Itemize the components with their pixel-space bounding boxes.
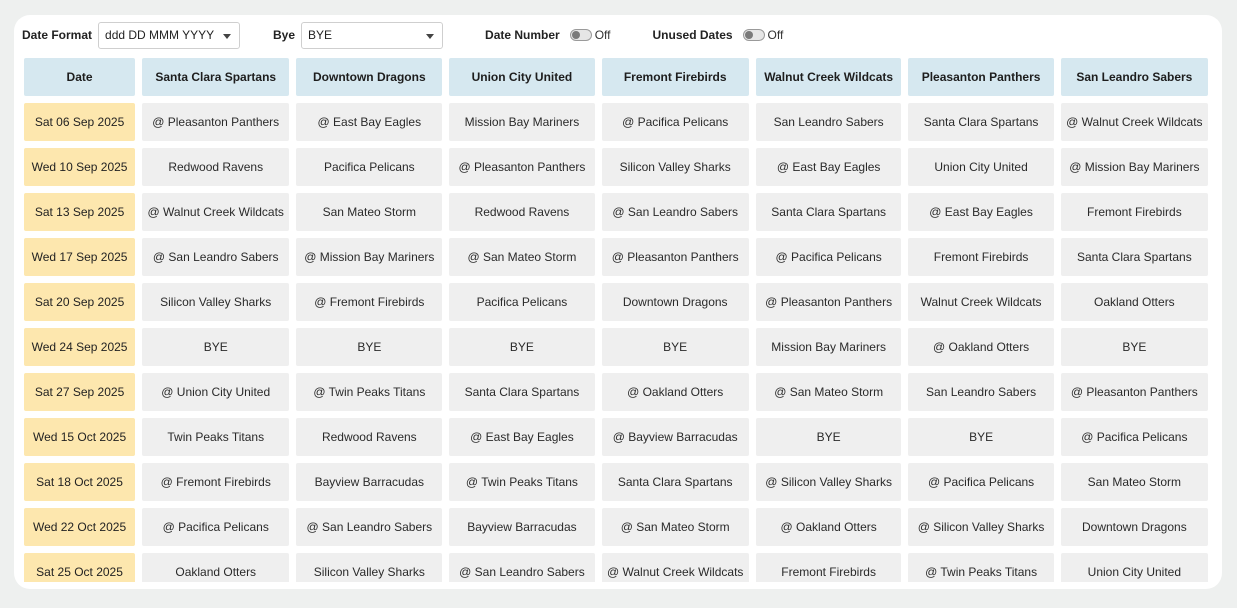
game-cell[interactable]: @ Walnut Creek Wildcats (602, 553, 749, 582)
game-cell[interactable]: BYE (908, 418, 1053, 456)
game-cell[interactable]: Pacifica Pelicans (449, 283, 594, 321)
game-cell[interactable]: @ Pacifica Pelicans (908, 463, 1053, 501)
game-cell[interactable]: @ East Bay Eagles (908, 193, 1053, 231)
game-cell[interactable]: Santa Clara Spartans (908, 103, 1053, 141)
game-cell[interactable]: San Mateo Storm (296, 193, 442, 231)
game-cell[interactable]: @ Twin Peaks Titans (908, 553, 1053, 582)
date-number-toggle-group (570, 28, 611, 42)
game-cell[interactable]: @ San Mateo Storm (756, 373, 902, 411)
header-row (24, 58, 1208, 96)
date-cell[interactable]: Sat 18 Oct 2025 (24, 463, 135, 501)
game-cell[interactable]: Santa Clara Spartans (602, 463, 749, 501)
table-row (24, 328, 1208, 366)
game-cell[interactable]: Union City United (908, 148, 1053, 186)
table-row (24, 103, 1208, 141)
date-cell[interactable]: Sat 27 Sep 2025 (24, 373, 135, 411)
game-cell[interactable]: Santa Clara Spartans (449, 373, 594, 411)
game-cell[interactable]: @ San Leandro Sabers (449, 553, 594, 582)
game-cell[interactable]: @ San Leandro Sabers (602, 193, 749, 231)
game-cell[interactable]: Redwood Ravens (142, 148, 289, 186)
unused-dates-state: Off (767, 28, 784, 42)
date-cell[interactable]: Sat 20 Sep 2025 (24, 283, 135, 321)
date-cell[interactable]: Sat 13 Sep 2025 (24, 193, 135, 231)
table-row (24, 193, 1208, 231)
game-cell[interactable]: Downtown Dragons (602, 283, 749, 321)
game-cell[interactable]: BYE (602, 328, 749, 366)
table-row (24, 283, 1208, 321)
toggle-knob (745, 31, 753, 39)
game-cell[interactable]: Redwood Ravens (449, 193, 594, 231)
date-cell[interactable]: Sat 25 Oct 2025 (24, 553, 135, 582)
game-cell[interactable]: @ Union City United (142, 373, 289, 411)
game-cell[interactable]: @ Mission Bay Mariners (1061, 148, 1208, 186)
game-cell[interactable]: @ Twin Peaks Titans (449, 463, 594, 501)
game-cell[interactable]: BYE (1061, 328, 1208, 366)
bye-value: BYE (308, 28, 333, 42)
schedule-card (14, 15, 1222, 589)
game-cell[interactable]: Silicon Valley Sharks (602, 148, 749, 186)
game-cell[interactable]: San Leandro Sabers (756, 103, 902, 141)
game-cell[interactable]: Oakland Otters (1061, 283, 1208, 321)
game-cell[interactable]: @ Twin Peaks Titans (296, 373, 442, 411)
game-cell[interactable]: @ Pacifica Pelicans (602, 103, 749, 141)
date-number-label: Date Number (485, 28, 560, 42)
game-cell[interactable]: @ East Bay Eagles (296, 103, 442, 141)
date-cell[interactable]: Sat 06 Sep 2025 (24, 103, 135, 141)
game-cell[interactable]: Twin Peaks Titans (142, 418, 289, 456)
schedule-grid-viewport[interactable] (24, 58, 1215, 582)
game-cell[interactable]: @ Pacifica Pelicans (756, 238, 902, 276)
game-cell[interactable]: @ Pleasanton Panthers (142, 103, 289, 141)
table-row (24, 373, 1208, 411)
game-cell[interactable]: Bayview Barracudas (296, 463, 442, 501)
game-cell[interactable]: @ Fremont Firebirds (142, 463, 289, 501)
game-cell[interactable]: @ Pleasanton Panthers (449, 148, 594, 186)
column-header-team[interactable]: Union City United (449, 58, 594, 96)
game-cell[interactable]: @ San Leandro Sabers (296, 508, 442, 546)
schedule-grid (24, 58, 1215, 582)
game-cell[interactable]: Union City United (1061, 553, 1208, 582)
game-cell[interactable]: Redwood Ravens (296, 418, 442, 456)
unused-dates-toggle[interactable] (743, 29, 765, 41)
date-number-state: Off (594, 28, 611, 42)
game-cell[interactable]: San Mateo Storm (1061, 463, 1208, 501)
game-cell[interactable]: @ Oakland Otters (908, 328, 1053, 366)
game-cell[interactable]: @ Pacifica Pelicans (142, 508, 289, 546)
game-cell[interactable]: @ Oakland Otters (756, 508, 902, 546)
game-cell[interactable]: @ East Bay Eagles (449, 418, 594, 456)
unused-dates-label: Unused Dates (652, 28, 733, 42)
table-row (24, 148, 1208, 186)
game-cell[interactable]: San Leandro Sabers (908, 373, 1053, 411)
column-header-team[interactable]: San Leandro Sabers (1061, 58, 1208, 96)
game-cell[interactable]: Pacifica Pelicans (296, 148, 442, 186)
game-cell[interactable]: BYE (142, 328, 289, 366)
game-cell[interactable]: @ San Mateo Storm (449, 238, 594, 276)
game-cell[interactable]: @ San Leandro Sabers (142, 238, 289, 276)
game-cell[interactable]: @ East Bay Eagles (756, 148, 902, 186)
column-header-team[interactable]: Santa Clara Spartans (142, 58, 289, 96)
game-cell[interactable]: Walnut Creek Wildcats (908, 283, 1053, 321)
date-cell[interactable]: Wed 22 Oct 2025 (24, 508, 135, 546)
date-number-toggle[interactable] (570, 29, 592, 41)
chevron-down-icon (223, 34, 231, 39)
column-header-team[interactable]: Walnut Creek Wildcats (756, 58, 902, 96)
table-row (24, 508, 1208, 546)
game-cell[interactable]: Silicon Valley Sharks (296, 553, 442, 582)
game-cell[interactable]: Santa Clara Spartans (1061, 238, 1208, 276)
column-header-date[interactable]: Date (24, 58, 135, 96)
game-cell[interactable]: @ Walnut Creek Wildcats (142, 193, 289, 231)
game-cell[interactable]: Fremont Firebirds (908, 238, 1053, 276)
column-header-team[interactable]: Downtown Dragons (296, 58, 442, 96)
game-cell[interactable]: @ Walnut Creek Wildcats (1061, 103, 1208, 141)
date-cell[interactable]: Wed 15 Oct 2025 (24, 418, 135, 456)
unused-dates-toggle-group (743, 28, 784, 42)
date-cell[interactable]: Wed 17 Sep 2025 (24, 238, 135, 276)
game-cell[interactable]: @ Silicon Valley Sharks (756, 463, 902, 501)
date-cell[interactable]: Wed 24 Sep 2025 (24, 328, 135, 366)
bye-label: Bye (273, 28, 296, 42)
game-cell[interactable]: @ Pleasanton Panthers (602, 238, 749, 276)
game-cell[interactable]: Silicon Valley Sharks (142, 283, 289, 321)
game-cell[interactable]: @ Bayview Barracudas (602, 418, 749, 456)
game-cell[interactable]: Fremont Firebirds (1061, 193, 1208, 231)
game-cell[interactable]: Oakland Otters (142, 553, 289, 582)
table-row (24, 238, 1208, 276)
game-cell[interactable]: Downtown Dragons (1061, 508, 1208, 546)
game-cell[interactable]: Mission Bay Mariners (449, 103, 594, 141)
date-format-label: Date Format (22, 28, 93, 42)
game-cell[interactable]: Bayview Barracudas (449, 508, 594, 546)
chevron-down-icon (426, 34, 434, 39)
game-cell[interactable]: BYE (296, 328, 442, 366)
game-cell[interactable]: @ Fremont Firebirds (296, 283, 442, 321)
game-cell[interactable]: Santa Clara Spartans (756, 193, 902, 231)
column-header-team[interactable]: Pleasanton Panthers (908, 58, 1053, 96)
game-cell[interactable]: Fremont Firebirds (756, 553, 902, 582)
game-cell[interactable]: @ San Mateo Storm (602, 508, 749, 546)
game-cell[interactable]: @ Pleasanton Panthers (1061, 373, 1208, 411)
date-format-value: ddd DD MMM YYYY (105, 28, 215, 42)
game-cell[interactable]: @ Silicon Valley Sharks (908, 508, 1053, 546)
date-cell[interactable]: Wed 10 Sep 2025 (24, 148, 135, 186)
game-cell[interactable]: Mission Bay Mariners (756, 328, 902, 366)
game-cell[interactable]: @ Pacifica Pelicans (1061, 418, 1208, 456)
table-row (24, 463, 1208, 501)
toolbar (22, 21, 1222, 49)
column-header-team[interactable]: Fremont Firebirds (602, 58, 749, 96)
date-format-select[interactable] (98, 22, 240, 49)
game-cell[interactable]: @ Mission Bay Mariners (296, 238, 442, 276)
table-row (24, 418, 1208, 456)
game-cell[interactable]: BYE (756, 418, 902, 456)
game-cell[interactable]: @ Oakland Otters (602, 373, 749, 411)
table-row (24, 553, 1208, 582)
toggle-knob (572, 31, 580, 39)
bye-select[interactable] (301, 22, 443, 49)
game-cell[interactable]: BYE (449, 328, 594, 366)
game-cell[interactable]: @ Pleasanton Panthers (756, 283, 902, 321)
